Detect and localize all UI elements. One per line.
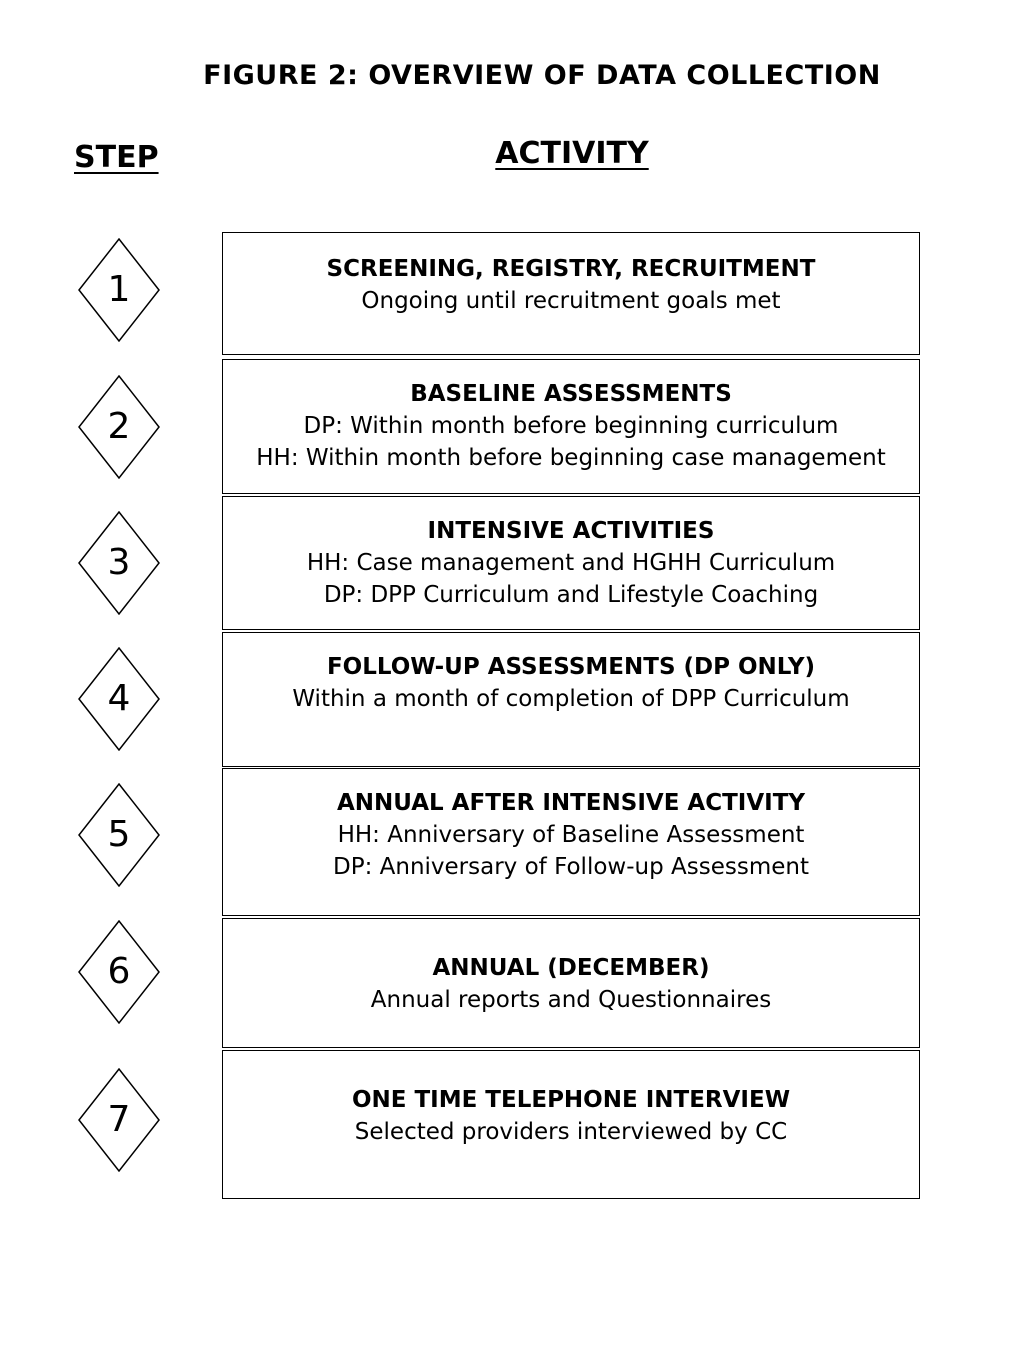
- step-number: 5: [107, 814, 131, 855]
- step-column-header: STEP: [74, 140, 159, 175]
- activity-detail: DP: DPP Curriculum and Lifestyle Coaching: [323, 582, 819, 608]
- step-marker-3: [77, 511, 161, 615]
- step-number: 7: [107, 1099, 131, 1140]
- activity-column-header: ACTIVITY: [495, 136, 649, 171]
- activity-box-7: [222, 1050, 920, 1199]
- step-number: 6: [107, 951, 131, 992]
- step-marker-4: [77, 647, 161, 751]
- step-number: 1: [107, 269, 131, 310]
- activity-box-4: [222, 632, 920, 767]
- step-number: 2: [107, 406, 131, 447]
- step-number: 3: [107, 542, 131, 583]
- activity-detail: HH: Anniversary of Baseline Assessment: [337, 822, 805, 848]
- figure-title: FIGURE 2: OVERVIEW OF DATA COLLECTION: [203, 60, 881, 91]
- activity-detail: HH: Case management and HGHH Curriculum: [306, 550, 836, 576]
- activity-detail: Ongoing until recruitment goals met: [361, 288, 781, 314]
- activity-heading: ONE TIME TELEPHONE INTERVIEW: [351, 1087, 791, 1113]
- step-marker-1: [77, 238, 161, 342]
- activity-heading: ANNUAL (DECEMBER): [432, 955, 710, 981]
- activity-box-5: [222, 768, 920, 916]
- activity-heading: BASELINE ASSESSMENTS: [410, 381, 732, 407]
- activity-heading: ANNUAL AFTER INTENSIVE ACTIVITY: [336, 790, 806, 816]
- activity-detail: Selected providers interviewed by CC: [354, 1119, 788, 1145]
- step-marker-5: [77, 783, 161, 887]
- step-number: 4: [107, 678, 131, 719]
- activity-detail: DP: Within month before beginning curriculum: [303, 413, 839, 439]
- activity-box-3: [222, 496, 920, 630]
- activity-detail: Within a month of completion of DPP Curriculum: [292, 686, 850, 712]
- step-marker-6: [77, 920, 161, 1024]
- activity-detail: DP: Anniversary of Follow-up Assessment: [333, 854, 809, 880]
- activity-detail: HH: Within month before beginning case management: [256, 445, 886, 471]
- step-marker-7: [77, 1068, 161, 1172]
- step-marker-2: [77, 375, 161, 479]
- activity-heading: INTENSIVE ACTIVITIES: [427, 518, 715, 544]
- activity-box-1: [222, 232, 920, 355]
- activity-heading: FOLLOW-UP ASSESSMENTS (DP ONLY): [326, 654, 816, 680]
- activity-box-2: [222, 359, 920, 494]
- activity-heading: SCREENING, REGISTRY, RECRUITMENT: [326, 256, 816, 282]
- activity-box-6: [222, 918, 920, 1048]
- activity-detail: Annual reports and Questionnaires: [370, 987, 772, 1013]
